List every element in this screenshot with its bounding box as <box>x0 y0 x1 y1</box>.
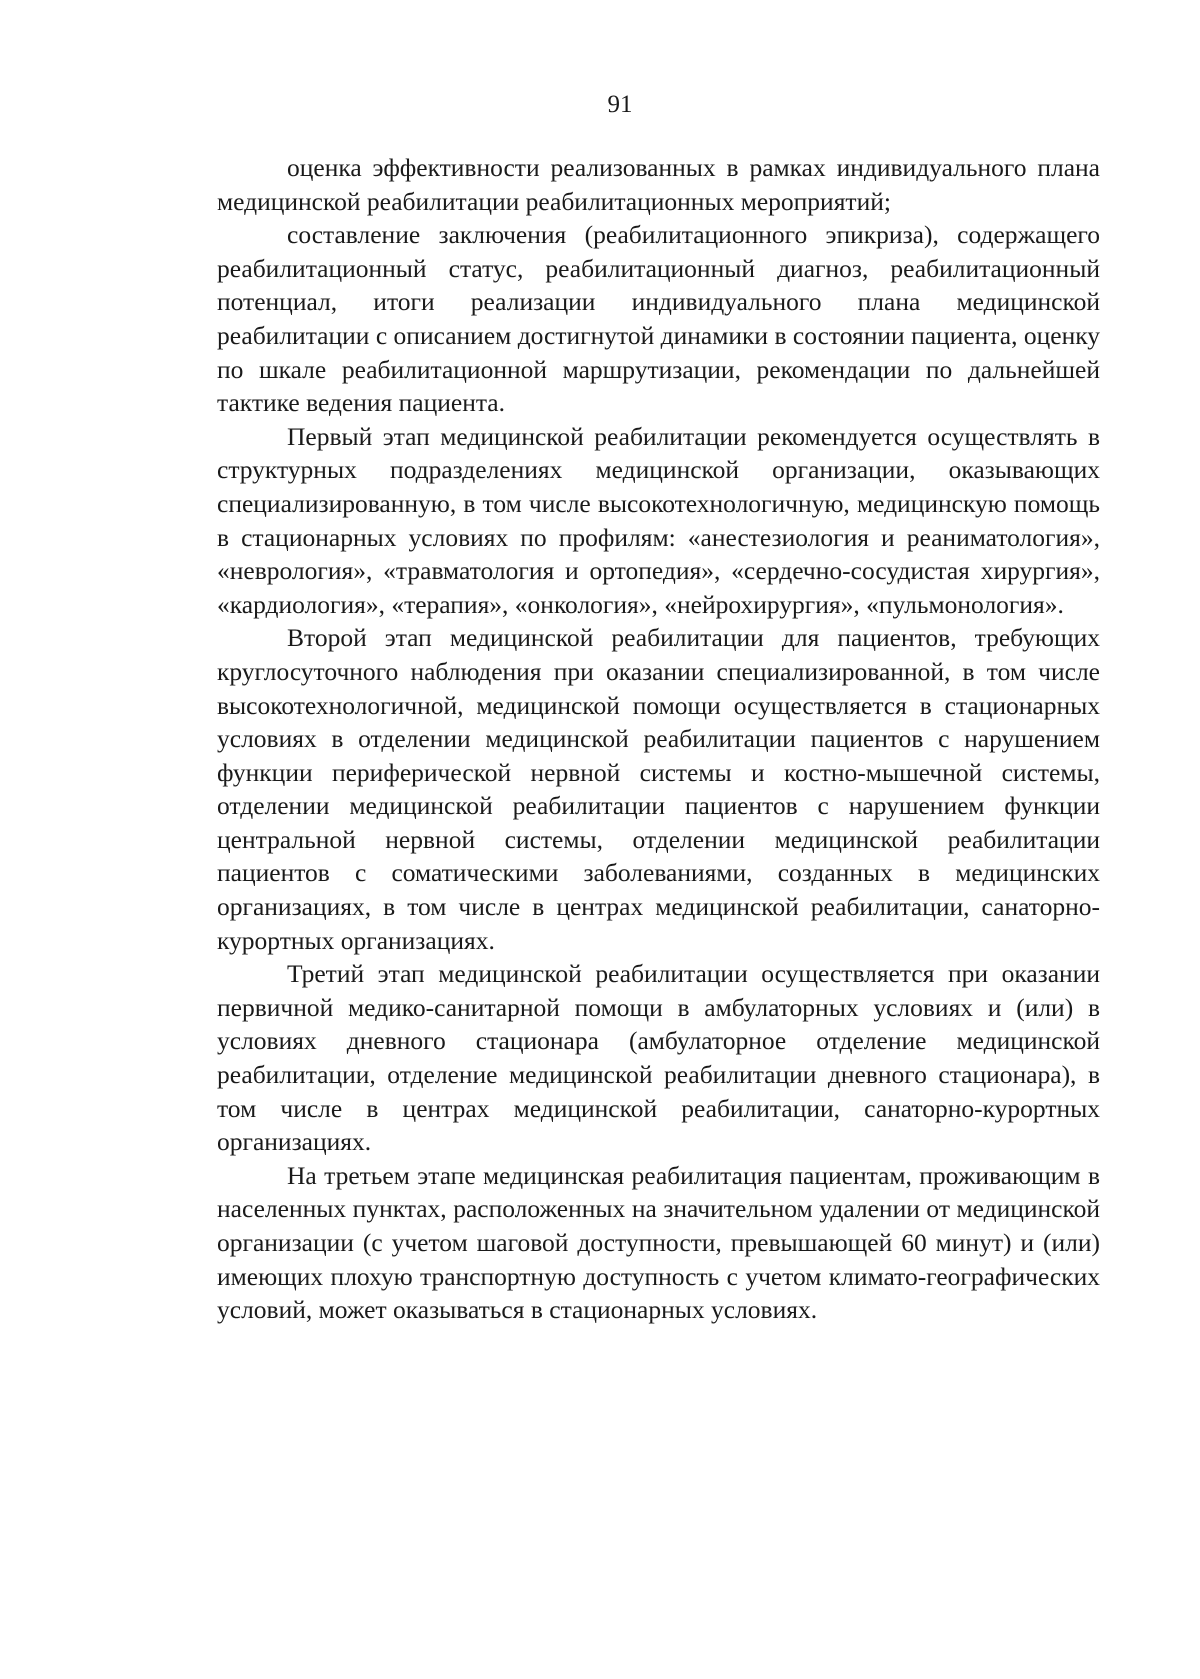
paragraph-third-stage-remote-patients: На третьем этапе медицинская реабилитация пациентам, проживающим в населенных пунктах, расположенных на значительном удалении от медицинской организации (с учетом шаговой доступности, превышающей 60 минут) и (или) имеющих плохую транспортную доступность с учетом климато-географических условий, может оказываться в стационарных условиях. <box>217 1160 1100 1325</box>
paragraph-effectiveness-assessment: оценка эффективности реализованных в рамках индивидуального плана медицинской реабилитации реабилитационных мероприятий; <box>217 153 1100 216</box>
paragraph-rehabilitation-epicrisis: составление заключения (реабилитационного эпикриза), содержащего реабилитационный статус, реабилитационный диагноз, реабилитационный потенциал, итоги реализации индивидуального плана медицинской реабилитации с описанием достигнутой динамики в состоянии пациента, оценку по шкале реабилитационной маршрутизации, рекомендации по дальнейшей тактике ведения пациента. <box>217 220 1100 418</box>
body-text <box>217 151 1100 1327</box>
paragraph-second-stage: Второй этап медицинской реабилитации для пациентов, требующих круглосуточного наблюдения при оказании специализированной, в том числе высокотехнологичной, медицинской помощи осуществляется в стационарных условиях в отделении медицинской реабилитации пациентов с нарушением функции периферической нервной системы и костно-мышечной системы, отделении медицинской реабилитации пациентов с нарушением функции центральной нервной системы, отделении медицинской реабилитации пациентов с соматическими заболеваниями, созданных в медицинских организациях, в том числе в центрах медицинской реабилитации, санаторно-курортных организациях. <box>217 623 1100 955</box>
paragraph-first-stage: Первый этап медицинской реабилитации рекомендуется осуществлять в структурных подразделениях медицинской организации, оказывающих специализированную, в том числе высокотехнологичную, медицинскую помощь в стационарных условиях по профилям: «анестезиология и реаниматология», «неврология», «травматология и ортопедия», «сердечно-сосудистая хирургия», «кардиология», «терапия», «онкология», «нейрохирургия», «пульмонология». <box>217 421 1100 619</box>
paragraph-third-stage: Третий этап медицинской реабилитации осуществляется при оказании первичной медико-санитарной помощи в амбулаторных условиях и (или) в условиях дневного стационара (амбулаторное отделение медицинской реабилитации, отделение медицинской реабилитации дневного стационара), в том числе в центрах медицинской реабилитации, санаторно-курортных организациях. <box>217 959 1100 1157</box>
page-number: 91 <box>607 91 633 118</box>
